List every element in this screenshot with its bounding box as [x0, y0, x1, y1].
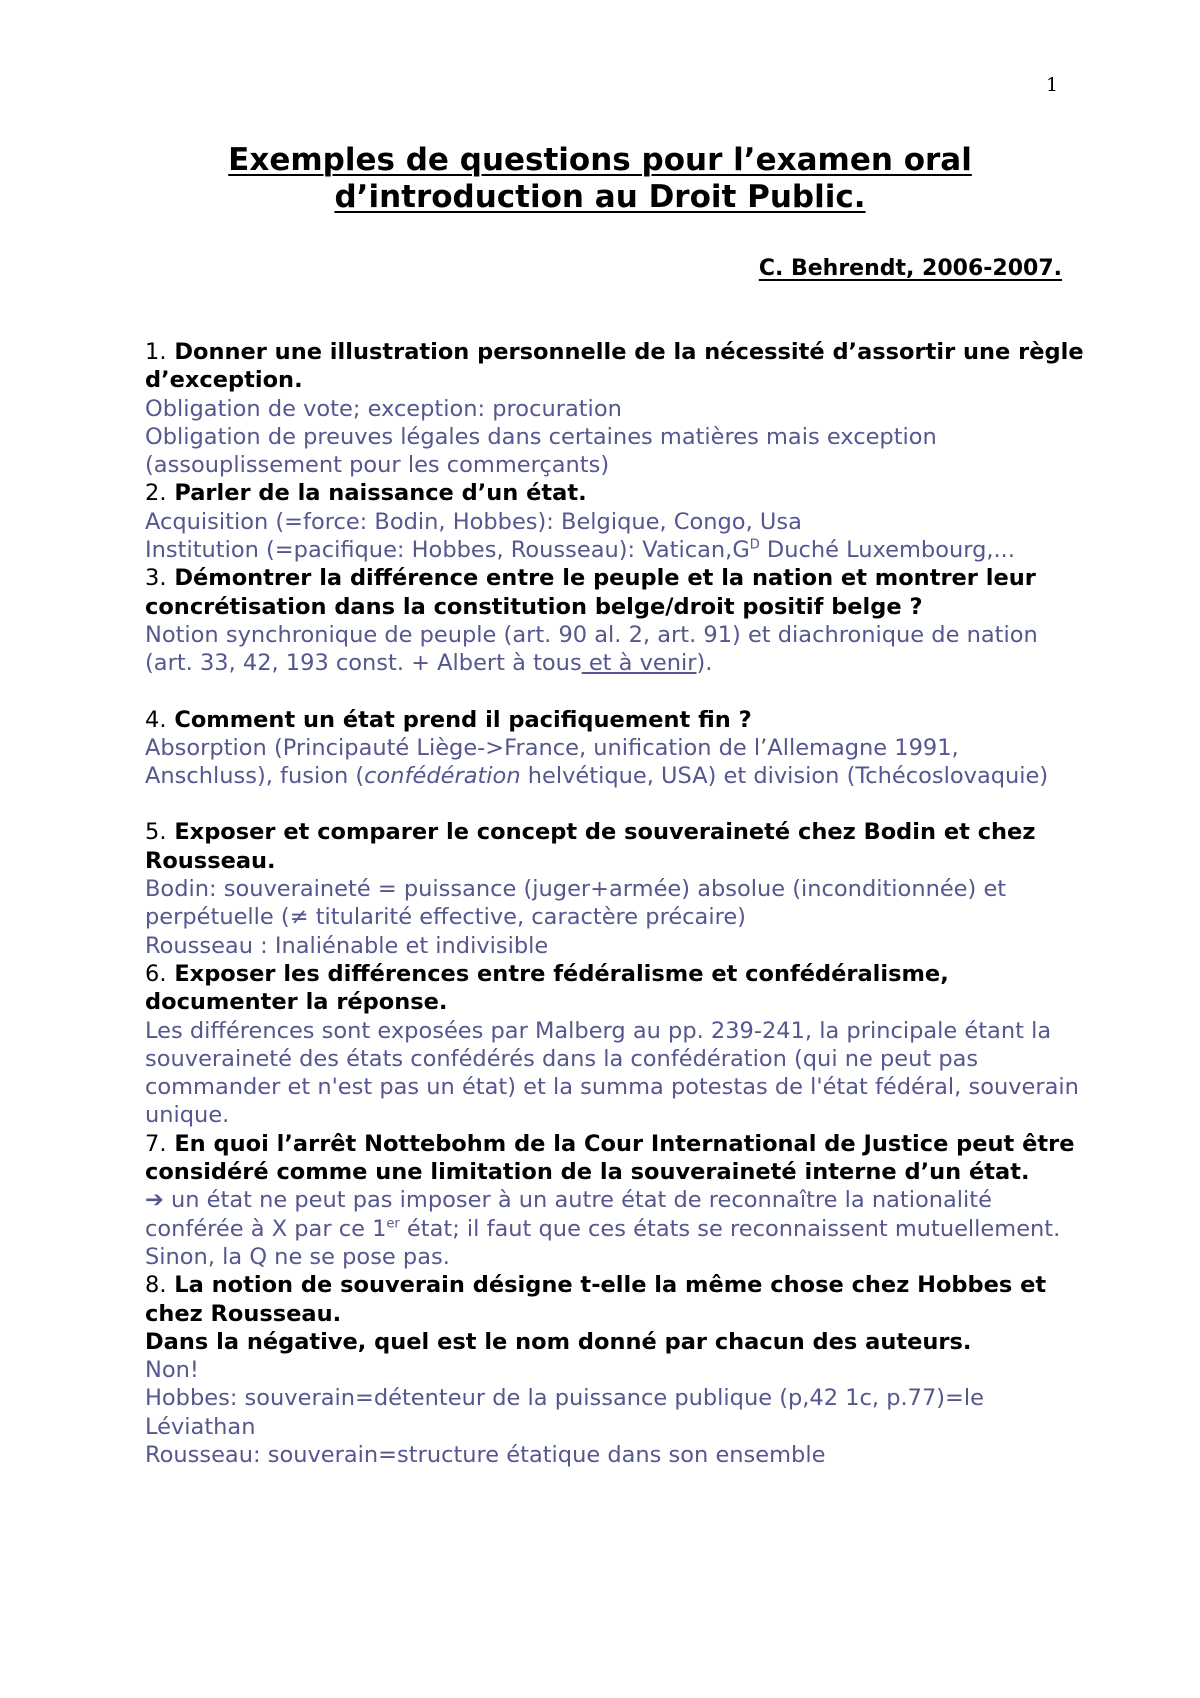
author-line: C. Behrendt, 2006-2007.	[758, 256, 1062, 281]
title-line-1: Exemples de questions pour l’examen oral	[228, 142, 972, 178]
question-text: 5. Exposer et comparer le concept de souveraineté chez Bodin et chez Rousseau.	[145, 819, 1036, 874]
answer-text: Rousseau : Inaliénable et indivisible	[145, 932, 549, 959]
arrow-right-icon: ➔	[145, 1187, 164, 1214]
question-item-6	[145, 960, 1085, 1130]
answer-text: Obligation de vote; exception: procuration	[145, 395, 622, 422]
question-text: 1. Donner une illustration personnelle de la nécessité d’assortir une règle d’exception.	[145, 339, 1084, 394]
question-text: 7. En quoi l’arrêt Nottebohm de la Cour International de Justice peut être considéré comme une limitation de la souveraineté interne d’un état.	[145, 1130, 1075, 1186]
answer-text: Institution (=pacifique: Hobbes, Rousseau): $Vatican,G^D$ Duché Luxembourg,...	[145, 537, 1015, 564]
question-text: 6. Exposer les différences entre fédéralisme et confédéralisme, documenter la réponse.	[145, 960, 949, 1016]
question-item-7	[145, 1130, 1085, 1271]
title-line-2: d’introduction au Droit Public.	[334, 179, 866, 215]
question-text: 2. Parler de la naissance d’un état.	[145, 480, 587, 507]
answer-text: Acquisition (=force: Bodin, Hobbes): Belgique, Congo, Usa	[145, 508, 802, 535]
answer-text: Obligation de preuves légales dans certaines matières mais exception (assouplissement pour les commerçants)	[145, 423, 937, 479]
question-item-3	[145, 564, 1085, 677]
question-text: 8. La notion de souverain désigne t-elle la même chose chez Hobbes et chez Rousseau.	[145, 1272, 1047, 1327]
answer-text: Absorption (Principauté Liège->France, unification de l’Allemagne 1991, Anschluss), fusion (confédération helvétique, USA) et division (Tchécoslovaquie)	[145, 734, 1049, 790]
page-number: 1	[1046, 74, 1059, 96]
answer-text: Rousseau: souverain=structure étatique dans son ensemble	[145, 1441, 826, 1468]
question-item-5	[145, 818, 1085, 959]
answer-text: Les différences sont exposées par Malberg au pp. 239-241, la principale étant la souveraineté des états confédérés dans la confédération (qui ne peut pas commander et n'est pas un état) et la summa potestas de l'état fédéral, souverain unique.	[145, 1017, 1079, 1129]
question-item-1	[145, 338, 1085, 479]
answer-text: Notion synchronique de peuple (art. 90 al. 2, art. 91) et diachronique de nation (art. 33, 42, 193 const. + Albert à tous et à venir).	[145, 621, 1038, 677]
question-text: 3. Démontrer la différence entre le peuple et la nation et montrer leur concrétisation dans la constitution belge/droit positif belge ?	[145, 565, 1036, 620]
answer-text: Hobbes: souverain=détenteur de la puissance publique (p,42 1c, p.77)=le Léviathan	[145, 1385, 984, 1440]
answer-text: ➔ un état ne peut pas imposer à un autre état de reconnaître la nationalité conférée à X par ce 1er état; il faut que ces états se reconnaissent mutuellement. Sinon, la Q ne se pose pas.	[145, 1187, 1061, 1270]
question-item-4	[145, 706, 1085, 791]
question-list	[145, 338, 1085, 1469]
answer-text: Bodin: souveraineté = puissance (juger+armée) absolue (inconditionnée) et perpétuelle (≠ titularité effective, caractère précaire)	[145, 876, 1007, 931]
question-item-8	[145, 1271, 1085, 1469]
answer-text: Non!	[145, 1357, 199, 1384]
question-item-2	[145, 479, 1085, 564]
question-text-extra: Dans la négative, quel est le nom donné par chacun des auteurs.	[145, 1328, 972, 1355]
question-text: 4. Comment un état prend il pacifiquement fin ?	[145, 706, 752, 733]
page-title	[0, 142, 1200, 216]
